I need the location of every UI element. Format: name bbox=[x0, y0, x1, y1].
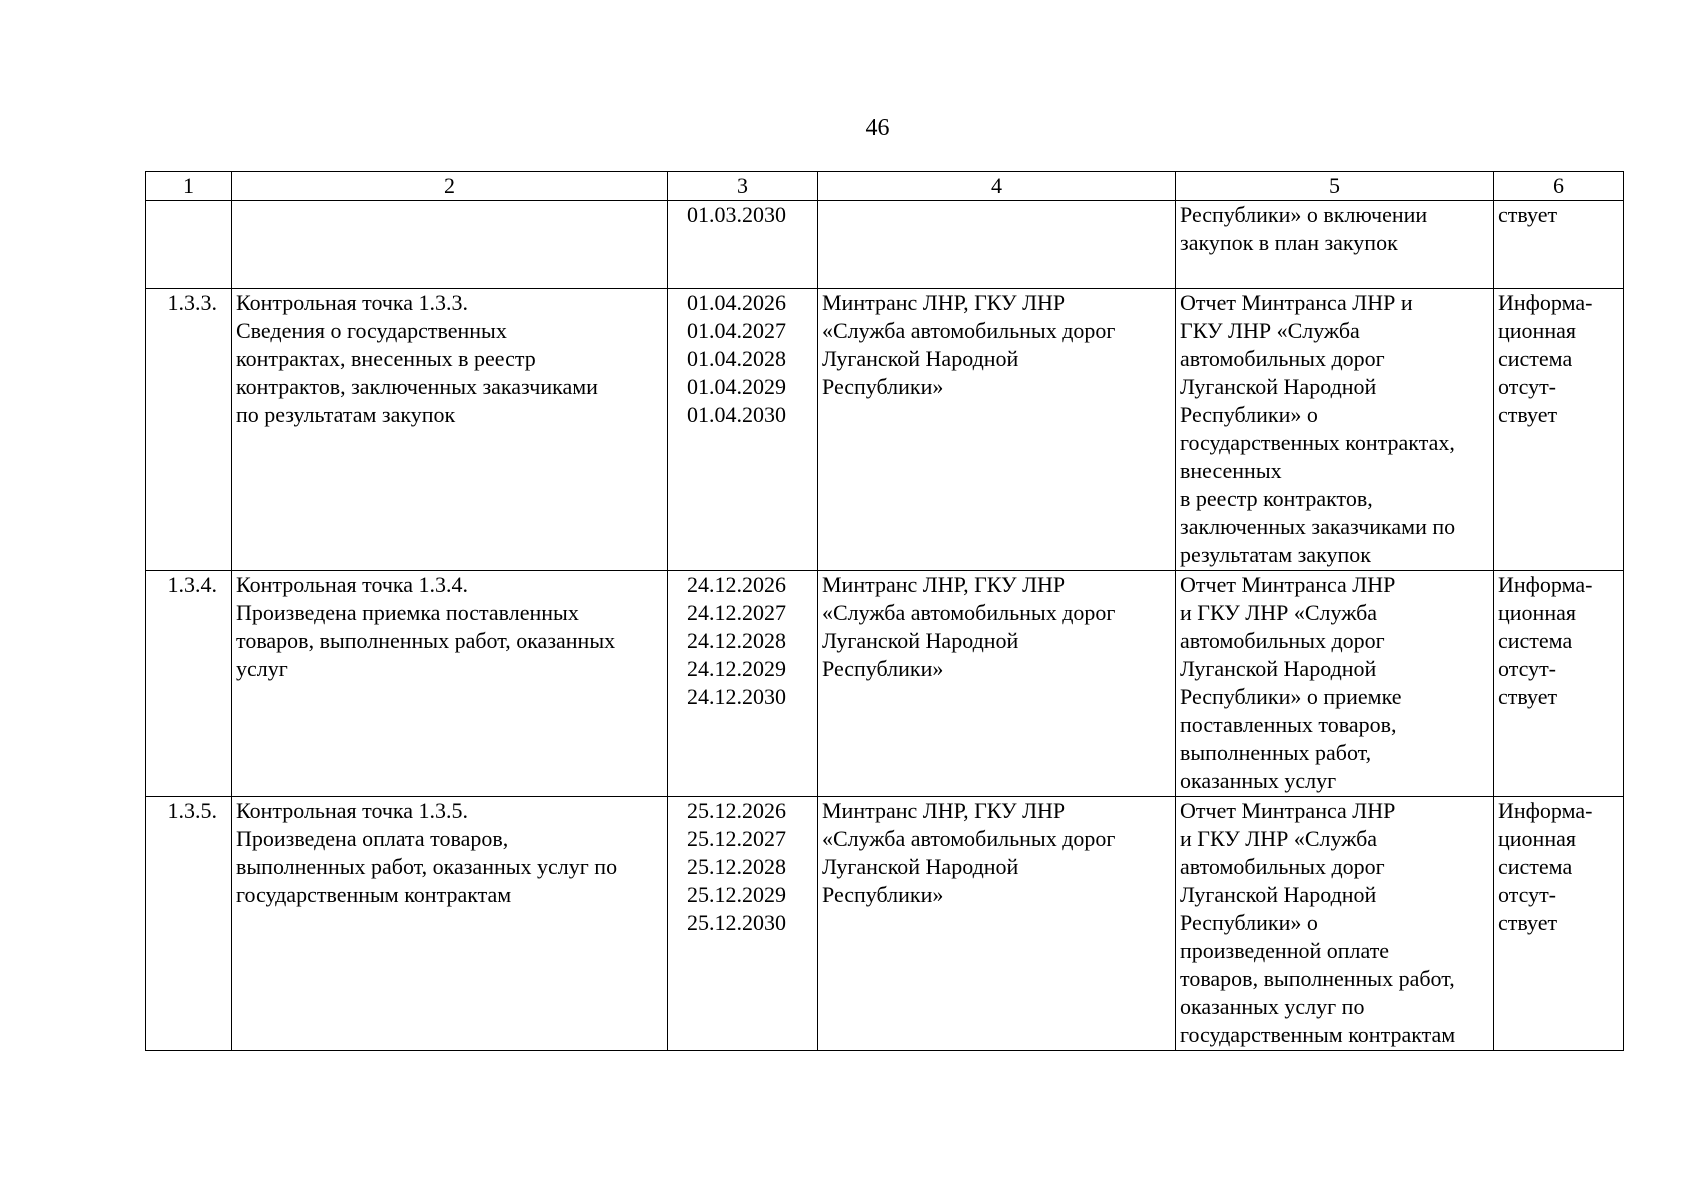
document-line: Луганской Народной bbox=[1180, 656, 1377, 681]
description-line: Произведена оплата товаров, bbox=[236, 826, 509, 851]
document-line: Отчет Минтранса ЛНР и bbox=[1180, 290, 1413, 315]
description-line: выполненных работ, оказанных услуг по bbox=[236, 854, 618, 879]
document-line: оказанных услуг по bbox=[1180, 994, 1365, 1019]
dates-cell bbox=[668, 797, 818, 1051]
table-row bbox=[146, 289, 1624, 571]
document-line: Отчет Минтранса ЛНР bbox=[1180, 798, 1396, 823]
document-line: Республики» о bbox=[1180, 402, 1318, 427]
executor-line: Луганской Народной bbox=[822, 628, 1019, 653]
document-line: Луганской Народной bbox=[1180, 882, 1377, 907]
date: 25.12.2029 bbox=[687, 882, 786, 907]
description-line: контрактах, внесенных в реестр bbox=[236, 346, 536, 371]
date: 01.04.2028 bbox=[687, 346, 786, 371]
document-line: Луганской Народной bbox=[1180, 374, 1377, 399]
description-line: Контрольная точка 1.3.3. bbox=[236, 290, 469, 315]
executor-line: Минтранс ЛНР, ГКУ ЛНР bbox=[822, 798, 1066, 823]
date: 25.12.2030 bbox=[687, 910, 786, 935]
document-cell bbox=[1176, 797, 1494, 1051]
document-line: автомобильных дорог bbox=[1180, 346, 1385, 371]
description-line: контрактов, заключенных заказчиками bbox=[236, 374, 598, 399]
executor-cell bbox=[818, 289, 1176, 571]
date: 24.12.2026 bbox=[687, 572, 786, 597]
description-line: Контрольная точка 1.3.4. bbox=[236, 572, 469, 597]
document-line: закупок в план закупок bbox=[1180, 230, 1398, 255]
document-line: внесенных bbox=[1180, 458, 1282, 483]
executor-line: Луганской Народной bbox=[822, 854, 1019, 879]
system-line: отсут- bbox=[1498, 882, 1557, 907]
table-row bbox=[146, 571, 1624, 797]
executor-cell bbox=[818, 201, 1176, 289]
description-cell bbox=[232, 201, 668, 289]
description-line: Контрольная точка 1.3.5. bbox=[236, 798, 469, 823]
document-cell bbox=[1176, 289, 1494, 571]
description-line: услуг bbox=[236, 656, 288, 681]
row-number-cell: 1.3.5. bbox=[146, 797, 232, 1051]
date: 01.04.2027 bbox=[687, 318, 786, 343]
system-line: ствует bbox=[1498, 684, 1558, 709]
system-line: ционная bbox=[1498, 826, 1576, 851]
page-number: 46 bbox=[865, 115, 890, 141]
header-cell: 1 bbox=[146, 172, 232, 201]
system-line: ционная bbox=[1498, 600, 1576, 625]
header-cell: 3 bbox=[668, 172, 818, 201]
row-number-cell bbox=[146, 201, 232, 289]
document-line: Республики» о bbox=[1180, 910, 1318, 935]
system-line: Информа- bbox=[1498, 572, 1593, 597]
date: 24.12.2030 bbox=[687, 684, 786, 709]
date: 24.12.2029 bbox=[687, 656, 786, 681]
system-line: ционная bbox=[1498, 318, 1576, 343]
row-number-cell: 1.3.3. bbox=[146, 289, 232, 571]
document-line: оказанных услуг bbox=[1180, 768, 1337, 793]
date: 01.03.2030 bbox=[687, 202, 786, 227]
document-line: заключенных заказчиками по bbox=[1180, 514, 1456, 539]
description-line: товаров, выполненных работ, оказанных bbox=[236, 628, 616, 653]
document-line: ГКУ ЛНР «Служба bbox=[1180, 318, 1360, 343]
dates-cell bbox=[668, 571, 818, 797]
document-line: и ГКУ ЛНР «Служба bbox=[1180, 826, 1378, 851]
executor-line: Минтранс ЛНР, ГКУ ЛНР bbox=[822, 290, 1066, 315]
document-line: автомобильных дорог bbox=[1180, 854, 1385, 879]
document-line: и ГКУ ЛНР «Служба bbox=[1180, 600, 1378, 625]
system-cell bbox=[1494, 289, 1624, 571]
executor-line: Минтранс ЛНР, ГКУ ЛНР bbox=[822, 572, 1066, 597]
table-row bbox=[146, 797, 1624, 1051]
executor-cell bbox=[818, 571, 1176, 797]
description-cell bbox=[232, 289, 668, 571]
date: 01.04.2026 bbox=[687, 290, 786, 315]
system-line: система bbox=[1498, 854, 1573, 879]
description-cell bbox=[232, 797, 668, 1051]
date: 25.12.2027 bbox=[687, 826, 786, 851]
system-line: система bbox=[1498, 346, 1573, 371]
description-line: государственным контрактам bbox=[236, 882, 512, 907]
date: 25.12.2026 bbox=[687, 798, 786, 823]
description-line: по результатам закупок bbox=[236, 402, 456, 427]
header-cell: 6 bbox=[1494, 172, 1624, 201]
header-cell: 5 bbox=[1176, 172, 1494, 201]
date: 24.12.2027 bbox=[687, 600, 786, 625]
system-cell bbox=[1494, 201, 1624, 289]
executor-line: «Служба автомобильных дорог bbox=[822, 318, 1116, 343]
system-line: отсут- bbox=[1498, 656, 1557, 681]
date: 01.04.2030 bbox=[687, 402, 786, 427]
table-header-row bbox=[146, 172, 1624, 201]
document-line: товаров, выполненных работ, bbox=[1180, 966, 1455, 991]
header-cell: 2 bbox=[232, 172, 668, 201]
system-line: отсут- bbox=[1498, 374, 1557, 399]
executor-cell bbox=[818, 797, 1176, 1051]
document-line: выполненных работ, bbox=[1180, 740, 1372, 765]
document-line: в реестр контрактов, bbox=[1180, 486, 1373, 511]
document-cell bbox=[1176, 571, 1494, 797]
system-line: система bbox=[1498, 628, 1573, 653]
table-row bbox=[146, 201, 1624, 289]
dates-cell bbox=[668, 289, 818, 571]
document-line: государственным контрактам bbox=[1180, 1022, 1456, 1047]
system-cell bbox=[1494, 797, 1624, 1051]
executor-line: Луганской Народной bbox=[822, 346, 1019, 371]
description-cell bbox=[232, 571, 668, 797]
document-line: произведенной оплате bbox=[1180, 938, 1390, 963]
system-line: ствует bbox=[1498, 202, 1558, 227]
document-line: Республики» о приемке bbox=[1180, 684, 1402, 709]
system-line: Информа- bbox=[1498, 290, 1593, 315]
system-line: ствует bbox=[1498, 910, 1558, 935]
system-line: Информа- bbox=[1498, 798, 1593, 823]
header-cell: 4 bbox=[818, 172, 1176, 201]
executor-line: «Служба автомобильных дорог bbox=[822, 600, 1116, 625]
executor-line: Республики» bbox=[822, 656, 944, 681]
document-line: результатам закупок bbox=[1180, 542, 1371, 567]
date: 25.12.2028 bbox=[687, 854, 786, 879]
document-line: государственных контрактах, bbox=[1180, 430, 1455, 455]
date: 01.04.2029 bbox=[687, 374, 786, 399]
document-line: Республики» о включении bbox=[1180, 202, 1428, 227]
system-cell bbox=[1494, 571, 1624, 797]
control-points-table bbox=[145, 171, 1624, 1051]
description-line: Произведена приемка поставленных bbox=[236, 600, 579, 625]
document-line: Отчет Минтранса ЛНР bbox=[1180, 572, 1396, 597]
date: 24.12.2028 bbox=[687, 628, 786, 653]
document-line: автомобильных дорог bbox=[1180, 628, 1385, 653]
dates-cell bbox=[668, 201, 818, 289]
executor-line: Республики» bbox=[822, 882, 944, 907]
executor-line: «Служба автомобильных дорог bbox=[822, 826, 1116, 851]
document-cell bbox=[1176, 201, 1494, 289]
executor-line: Республики» bbox=[822, 374, 944, 399]
system-line: ствует bbox=[1498, 402, 1558, 427]
document-line: поставленных товаров, bbox=[1180, 712, 1397, 737]
row-number-cell: 1.3.4. bbox=[146, 571, 232, 797]
description-line: Сведения о государственных bbox=[236, 318, 507, 343]
